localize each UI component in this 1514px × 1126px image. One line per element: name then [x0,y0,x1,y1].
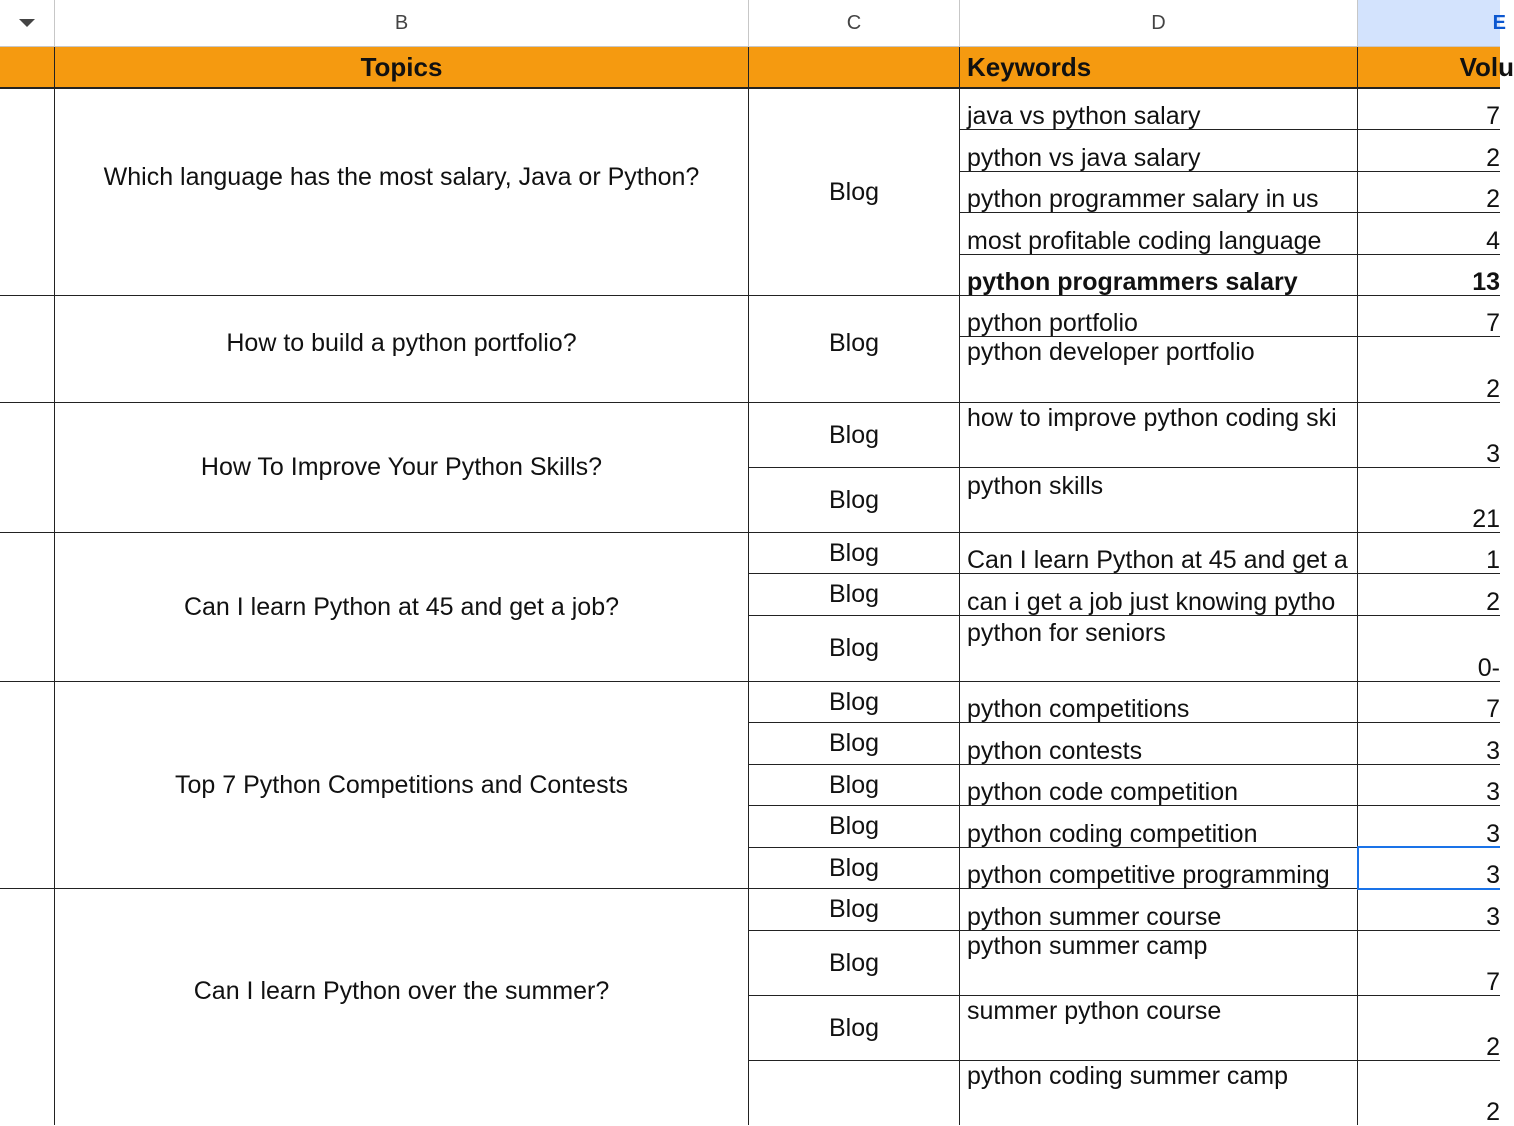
column-header-c[interactable]: C [749,0,960,47]
type-cell[interactable]: Blog [749,89,960,296]
volume-cell[interactable]: 7 [1358,682,1500,723]
dropdown-triangle-icon[interactable] [19,19,35,27]
header-row-number [0,47,55,89]
volume-cell[interactable]: 3 [1358,765,1500,806]
keyword-cell[interactable]: summer python course [960,996,1358,1061]
keyword-cell[interactable]: python contests [960,723,1358,765]
keyword-cell[interactable]: python programmers salary [960,255,1358,296]
topic-cell[interactable]: Top 7 Python Competitions and Contests [55,682,749,889]
volume-cell[interactable]: 3 [1358,806,1500,848]
volume-cell[interactable]: 3 [1358,889,1500,931]
volume-cell[interactable]: 7 [1358,296,1500,337]
type-cell[interactable]: Blog [749,574,960,616]
keyword-cell[interactable]: java vs python salary [960,89,1358,130]
volume-cell[interactable]: 2 [1486,1098,1500,1126]
keyword-cell[interactable]: python vs java salary [960,130,1358,172]
type-cell[interactable]: Blog [749,533,960,574]
topic-cell[interactable]: Can I learn Python over the summer? [55,889,749,1125]
volume-cell[interactable]: 0- [1358,616,1500,682]
row-number-cell[interactable] [0,533,55,682]
volume-cell[interactable]: 2 [1358,574,1500,616]
volume-cell[interactable]: 2 [1358,172,1500,213]
type-cell[interactable]: Blog [749,723,960,765]
type-cell[interactable]: Blog [749,682,960,723]
type-cell[interactable]: Blog [749,889,960,931]
keyword-cell[interactable]: python developer portfolio [960,337,1358,403]
column-header-b[interactable]: B [55,0,749,47]
type-cell[interactable]: Blog [749,848,960,889]
topic-cell[interactable]: How To Improve Your Python Skills? [55,403,749,533]
volume-cell[interactable]: 2 [1358,337,1500,403]
type-cell[interactable]: Blog [749,806,960,848]
keyword-cell[interactable]: how to improve python coding ski [960,403,1358,468]
volume-cell[interactable]: 3 [1358,403,1500,468]
keyword-cell[interactable]: python competitions [960,682,1358,723]
type-cell[interactable]: Blog [749,931,960,996]
row-number-cell[interactable] [0,682,55,889]
column-header-d[interactable]: D [960,0,1358,47]
column-header-e[interactable]: E [1358,0,1500,47]
type-cell[interactable] [749,1061,960,1125]
volume-cell[interactable]: 7 [1358,931,1500,996]
volume-cell[interactable]: 3 [1358,723,1500,765]
keyword-cell[interactable]: python competitive programming [960,848,1358,889]
volume-header[interactable]: Volu [1358,47,1500,89]
corner-cell[interactable] [0,0,55,47]
keyword-cell[interactable]: python coding summer camp [960,1061,1358,1125]
keyword-cell[interactable]: python coding competition [960,806,1358,848]
keyword-cell[interactable]: python portfolio [960,296,1358,337]
row-number-cell[interactable] [0,403,55,533]
topics-header[interactable]: Topics [55,47,749,89]
topic-cell[interactable]: How to build a python portfolio? [55,296,749,403]
type-cell[interactable]: Blog [749,996,960,1061]
keyword-cell[interactable]: python summer camp [960,931,1358,996]
keyword-cell[interactable]: Can I learn Python at 45 and get a [960,533,1358,574]
type-cell[interactable]: Blog [749,468,960,533]
type-header[interactable] [749,47,960,89]
row-number-cell[interactable] [0,296,55,403]
volume-cell[interactable]: 2 [1358,130,1500,172]
volume-cell[interactable]: 4 [1358,213,1500,255]
topic-cell[interactable]: Can I learn Python at 45 and get a job? [55,533,749,682]
volume-cell[interactable]: 7 [1358,89,1500,130]
volume-cell[interactable]: 1 [1358,533,1500,574]
topic-cell[interactable]: Which language has the most salary, Java or Python? [55,89,749,296]
volume-cell[interactable]: 13 [1358,255,1500,296]
keyword-cell[interactable]: python summer course [960,889,1358,931]
keywords-header[interactable]: Keywords [960,47,1358,89]
keyword-cell[interactable]: python programmer salary in us [960,172,1358,213]
volume-cell[interactable]: 2 [1358,996,1500,1061]
keyword-cell[interactable]: most profitable coding language [960,213,1358,255]
type-cell[interactable]: Blog [749,616,960,682]
row-number-cell[interactable] [0,889,55,1125]
type-cell[interactable]: Blog [749,296,960,403]
type-cell[interactable]: Blog [749,403,960,468]
keyword-cell[interactable]: python skills [960,468,1358,533]
keyword-cell[interactable]: python code competition [960,765,1358,806]
keyword-cell[interactable]: can i get a job just knowing pytho [960,574,1358,616]
volume-cell[interactable]: 3 [1358,848,1500,889]
keyword-cell[interactable]: python for seniors [960,616,1358,682]
row-number-cell[interactable] [0,89,55,296]
type-cell[interactable]: Blog [749,765,960,806]
volume-cell[interactable]: 21 [1358,468,1500,533]
